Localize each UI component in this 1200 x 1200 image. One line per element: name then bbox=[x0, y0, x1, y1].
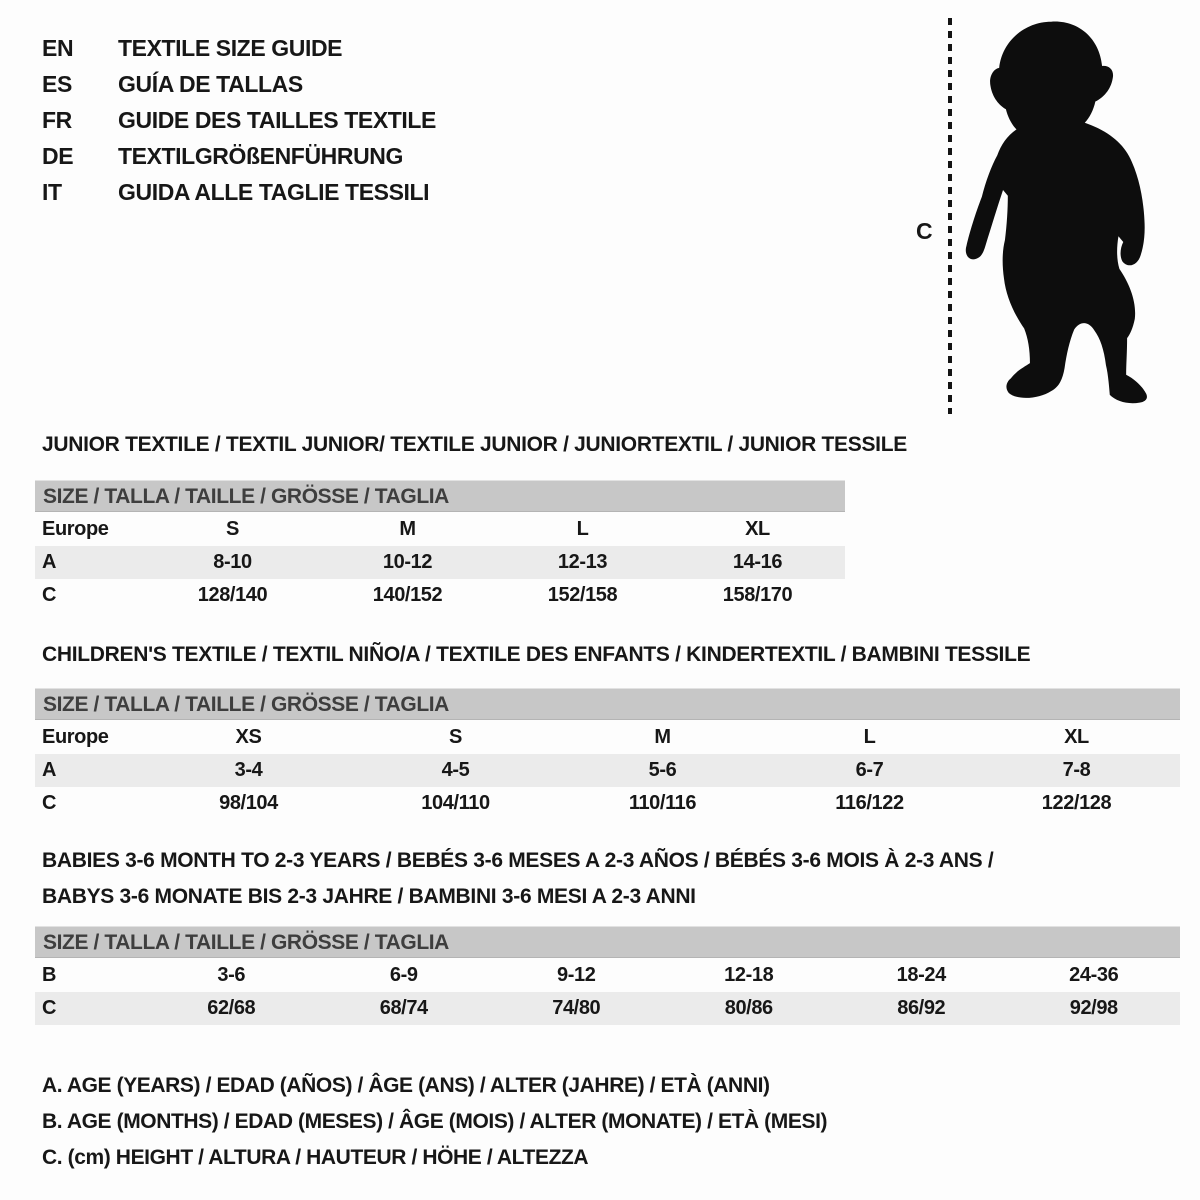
table-header-row bbox=[35, 513, 845, 546]
list-item bbox=[42, 30, 436, 66]
size-header-cell: M bbox=[654, 726, 671, 748]
language-code: IT bbox=[42, 178, 62, 205]
row-label: C bbox=[42, 584, 57, 606]
row-label: C bbox=[42, 792, 57, 814]
language-code: ES bbox=[42, 70, 72, 97]
legend-line-c: C. (cm) HEIGHT / ALTURA / HAUTEUR / HÖHE / ALTEZZA bbox=[42, 1146, 589, 1169]
table-cell: 3-4 bbox=[234, 759, 263, 781]
language-code: FR bbox=[42, 106, 72, 133]
table-cell: 12-18 bbox=[724, 964, 774, 986]
measure-c-label: C bbox=[916, 218, 933, 244]
table-cell: 12-13 bbox=[557, 551, 608, 573]
size-header-cell: XL bbox=[1064, 726, 1089, 748]
list-item bbox=[42, 102, 436, 138]
guide-title: GUIDE DES TAILLES TEXTILE bbox=[118, 106, 436, 133]
height-measure-dashed-line bbox=[948, 18, 952, 414]
babies-size-table bbox=[35, 959, 1180, 1025]
list-item bbox=[42, 174, 436, 210]
size-header-cell: L bbox=[863, 726, 876, 748]
table-cell: 9-12 bbox=[557, 964, 596, 986]
table-cell: 8-10 bbox=[213, 551, 252, 573]
table-cell: 86/92 bbox=[897, 997, 946, 1019]
table-header-row bbox=[35, 721, 1180, 754]
table-cell: 10-12 bbox=[382, 551, 433, 573]
table-row bbox=[35, 787, 1180, 820]
legend-line-a: A. AGE (YEARS) / EDAD (AÑOS) / ÂGE (ANS) / ALTER (JAHRE) / ETÀ (ANNI) bbox=[42, 1074, 770, 1097]
table-cell: 80/86 bbox=[724, 997, 773, 1019]
table-cell: 98/104 bbox=[219, 792, 278, 814]
row-label: B bbox=[42, 964, 57, 986]
children-size-table bbox=[35, 721, 1180, 820]
babies-section-title-line2: BABYS 3-6 MONATE BIS 2-3 JAHRE / BAMBINI 3-6 MESI A 2-3 ANNI bbox=[42, 885, 696, 908]
row-label: C bbox=[42, 997, 57, 1019]
table-cell: 68/74 bbox=[379, 997, 428, 1019]
table-cell: 24-36 bbox=[1069, 964, 1119, 986]
babies-size-header-bar: SIZE / TALLA / TAILLE / GRÖSSE / TAGLIA bbox=[35, 926, 1180, 958]
size-header-cell: S bbox=[449, 726, 462, 748]
junior-size-table bbox=[35, 513, 845, 612]
table-cell: 18-24 bbox=[896, 964, 946, 986]
table-cell: 3-6 bbox=[217, 964, 246, 986]
table-cell: 6-9 bbox=[389, 964, 418, 986]
size-header-cell: S bbox=[226, 518, 239, 540]
size-header-cell: XS bbox=[235, 726, 262, 748]
guide-title: TEXTILE SIZE GUIDE bbox=[118, 34, 343, 61]
table-cell: 128/140 bbox=[197, 584, 268, 606]
legend-line-b: B. AGE (MONTHS) / EDAD (MESES) / ÂGE (MOIS) / ALTER (MONATE) / ETÀ (MESI) bbox=[42, 1110, 828, 1133]
list-item bbox=[42, 66, 436, 102]
toddler-silhouette-icon bbox=[955, 14, 1153, 418]
list-item bbox=[42, 138, 436, 174]
table-cell: 140/152 bbox=[372, 584, 443, 606]
children-section-title: CHILDREN'S TEXTILE / TEXTIL NIÑO/A / TEXTILE DES ENFANTS / KINDERTEXTIL / BAMBINI TESSILE bbox=[42, 643, 1031, 666]
region-header-cell: Europe bbox=[42, 726, 109, 748]
size-header-cell: XL bbox=[745, 518, 770, 540]
table-row bbox=[35, 754, 1180, 787]
table-cell: 152/158 bbox=[547, 584, 618, 606]
language-code: DE bbox=[42, 142, 74, 169]
table-cell: 116/122 bbox=[835, 792, 904, 814]
language-code: EN bbox=[42, 34, 74, 61]
children-size-header-bar: SIZE / TALLA / TAILLE / GRÖSSE / TAGLIA bbox=[35, 688, 1180, 720]
row-label: A bbox=[42, 759, 57, 781]
table-cell: 122/128 bbox=[1041, 792, 1112, 814]
table-cell: 6-7 bbox=[855, 759, 884, 781]
table-cell: 110/116 bbox=[628, 792, 697, 814]
table-cell: 62/68 bbox=[207, 997, 256, 1019]
row-label: A bbox=[42, 551, 57, 573]
table-cell: 74/80 bbox=[552, 997, 601, 1019]
table-cell: 14-16 bbox=[732, 551, 783, 573]
junior-section-title: JUNIOR TEXTILE / TEXTIL JUNIOR/ TEXTILE JUNIOR / JUNIORTEXTIL / JUNIOR TESSILE bbox=[42, 433, 907, 456]
table-row bbox=[35, 959, 1180, 992]
size-header-cell: L bbox=[576, 518, 589, 540]
table-row bbox=[35, 579, 845, 612]
junior-size-header-bar: SIZE / TALLA / TAILLE / GRÖSSE / TAGLIA bbox=[35, 480, 845, 512]
guide-title: GUÍA DE TALLAS bbox=[118, 70, 303, 97]
size-header-cell: M bbox=[399, 518, 416, 540]
table-cell: 4-5 bbox=[441, 759, 470, 781]
table-cell: 92/98 bbox=[1069, 997, 1118, 1019]
babies-section-title-line1: BABIES 3-6 MONTH TO 2-3 YEARS / BEBÉS 3-6 MESES A 2-3 AÑOS / BÉBÉS 3-6 MOIS À 2-3 ANS / bbox=[42, 849, 994, 872]
guide-title: GUIDA ALLE TAGLIE TESSILI bbox=[118, 178, 430, 205]
table-cell: 158/170 bbox=[722, 584, 793, 606]
language-title-list bbox=[42, 30, 436, 210]
table-cell: 104/110 bbox=[421, 792, 490, 814]
table-cell: 7-8 bbox=[1062, 759, 1091, 781]
measurement-legend bbox=[42, 1068, 827, 1176]
guide-title: TEXTILGRÖßENFÜHRUNG bbox=[118, 142, 403, 169]
table-cell: 5-6 bbox=[648, 759, 677, 781]
region-header-cell: Europe bbox=[42, 518, 109, 540]
table-row bbox=[35, 992, 1180, 1025]
table-row bbox=[35, 546, 845, 579]
